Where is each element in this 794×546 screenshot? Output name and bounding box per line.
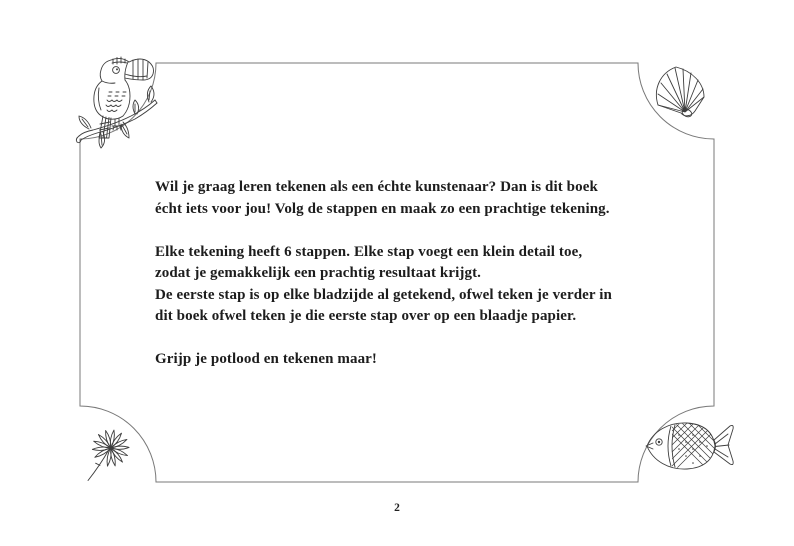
fish-icon — [607, 415, 762, 475]
text-line: écht iets voor jou! Volg de stappen en maak zo een prachtige tekening. — [155, 200, 610, 217]
paragraph-callout — [155, 349, 655, 371]
shell-icon — [656, 67, 704, 118]
paragraph-steps — [155, 242, 655, 328]
leaf-icon — [88, 430, 129, 480]
text-line: dit boek ofwel teken je die eerste stap over op een blaadje papier. — [155, 308, 577, 324]
text-line: Elke tekening heeft 6 stappen. Elke stap voegt een klein detail toe, — [155, 243, 583, 260]
intro-text — [155, 177, 655, 392]
text-line: Wil je graag leren tekenen als een échte kunstenaar? Dan is dit boek — [155, 179, 598, 195]
page-number: 2 — [394, 502, 400, 514]
text-line: De eerste stap is op elke bladzijde al getekend, ofwel teken je verder in — [155, 286, 612, 303]
text-line: zodat je gemakkelijk een prachtig resultaat krijgt. — [155, 265, 482, 281]
text-line: Grijp je potlood en tekenen maar! — [155, 351, 378, 367]
paragraph-intro — [155, 177, 655, 220]
